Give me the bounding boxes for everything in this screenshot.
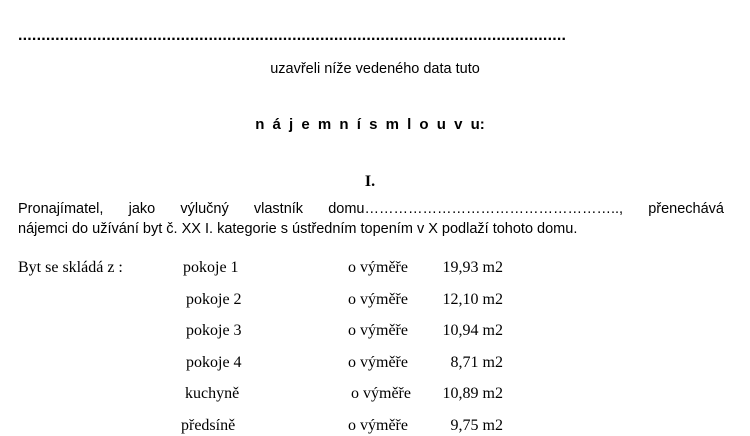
room-name: pokoje 1: [183, 259, 239, 276]
room-area-value: 19,93 m2: [442, 259, 503, 276]
room-name: pokoje 2: [186, 290, 242, 308]
contract-title: n á j e m n í s m l o u v u:: [255, 116, 485, 133]
room-area-label: o výměře: [348, 322, 408, 339]
room-row: [0, 353, 750, 373]
paragraph-word: domu……………………………………………..,: [328, 201, 624, 217]
paragraph-word: jako: [128, 201, 156, 217]
room-area-value: 12,10 m2: [442, 290, 503, 308]
room-area-label: o výměře: [348, 259, 408, 276]
section-paragraph: [18, 199, 724, 239]
paragraph-line-2: nájemci do užívání byt č. XX I. kategorie s ústředním topením v X podlaží tohoto domu.: [18, 221, 578, 237]
paragraph-line-1: [18, 199, 724, 219]
room-area-label: o výměře: [348, 416, 408, 434]
room-area-label: o výměře: [348, 353, 408, 371]
room-area-value: 8,71 m2: [450, 353, 503, 371]
room-row: [0, 290, 750, 310]
room-area-value: 10,94 m2: [442, 322, 503, 339]
room-row: [0, 258, 750, 278]
room-name: pokoje 3: [186, 322, 242, 339]
room-name: pokoje 4: [186, 353, 242, 371]
paragraph-word: výlučný: [180, 201, 229, 217]
room-row: [0, 384, 750, 404]
room-name: předsíně: [181, 416, 236, 434]
paragraph-word: vlastník: [253, 201, 304, 217]
room-row: [0, 416, 750, 436]
room-name: kuchyně: [185, 385, 240, 402]
section-heading: I.: [364, 173, 376, 190]
paragraph-word: přenechává: [648, 201, 724, 217]
room-row: [0, 321, 750, 341]
room-area-label: o výměře: [351, 385, 411, 402]
paragraph-word: Pronajímatel,: [18, 201, 104, 217]
room-area-value: 9,75 m2: [450, 416, 503, 434]
signature-dotted-line: ......................................................................................................................: [18, 27, 567, 44]
intro-text: uzavřeli níže vedeného data tuto: [270, 61, 480, 77]
rooms-label: Byt se skládá z :: [18, 259, 123, 276]
room-area-value: 10,89 m2: [442, 385, 503, 402]
room-area-label: o výměře: [348, 290, 408, 308]
